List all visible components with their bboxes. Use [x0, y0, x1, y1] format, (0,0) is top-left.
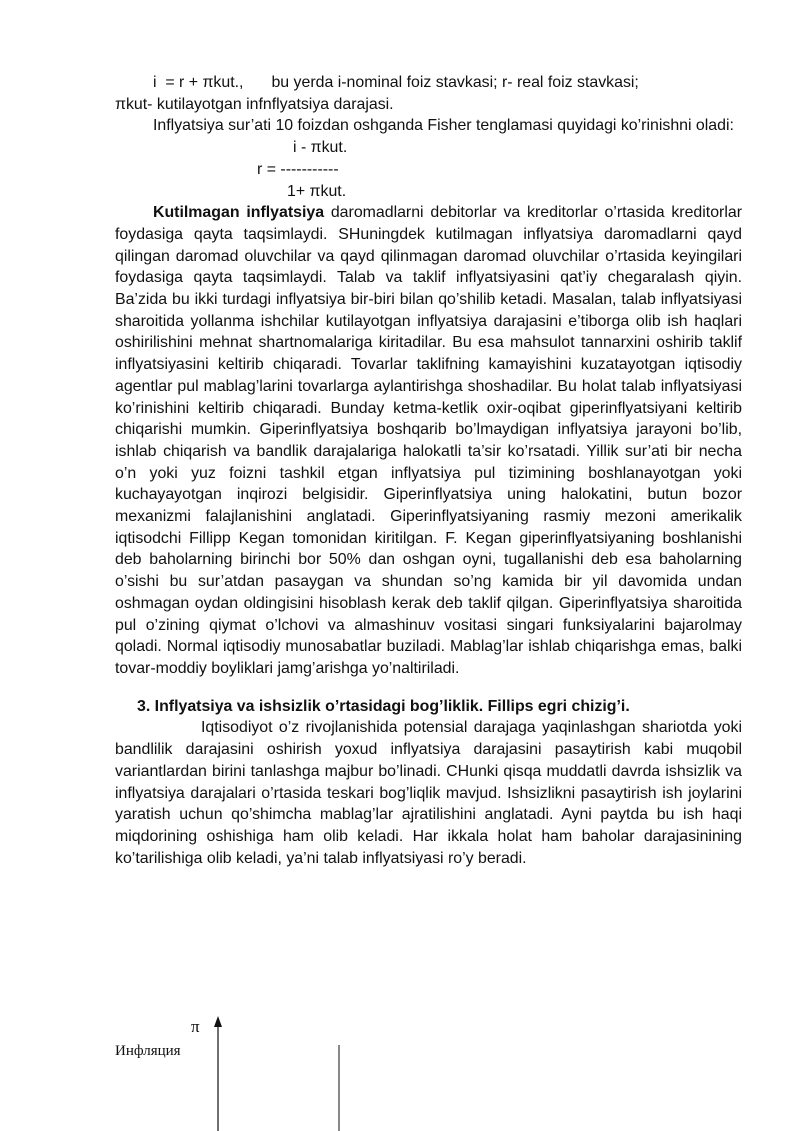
phillips-curve-chart: [0, 1013, 800, 1131]
fraction-lhs: r = -----------: [257, 160, 339, 178]
fisher-formula: i = r + πkut.,: [153, 74, 244, 91]
section-heading: 3. Inflyatsiya va ishsizlik o’rtasidagi bog’liklik. Fillips egri chizig’i.: [137, 697, 630, 715]
term-unexpected-inflation: Kutilmagan inflyatsiya: [153, 204, 325, 222]
fraction-numerator: i - πkut.: [293, 139, 348, 157]
fraction-denominator: 1+ πkut.: [287, 182, 347, 200]
fisher-formula-explanation: bu yerda i-nominal foiz stavkasi; r- real foiz stavkasi;: [271, 74, 639, 91]
y-axis-arrow-icon: [214, 1016, 222, 1027]
fisher-formula-explanation-cont: πkut- kutilayotgan infnflyatsiya darajasi.: [115, 95, 394, 113]
axis-pi-symbol: π: [191, 1017, 200, 1036]
paragraph-unexpected-inflation: [115, 202, 742, 679]
paragraph-fisher-high-inflation: Inflyatsiya sur’ati 10 foizdan oshganda Fisher tenglamasi quyidagi ko’rinishni oladi:: [153, 117, 734, 135]
document-page: [115, 72, 742, 869]
paragraph-unexpected-inflation-text: daromadlarni debitorlar va kreditorlar o’rtasida kreditorlar foydasiga qayta taqsimlaydi. SHuningdek kutilmagan inflyatsiya daromadlarni qayd qilingan daromad oluvchilar va qayd qilinmagan daromad oluvchilar o’rtasida keyingilari foydasiga qayta taqsimlaydi. Talab va taklif inflyatsiyasini qat’iy chegaralash qiyin. Ba’zida bu ikki turdagi inflyatsiya bir-biri bilan qo’shilib ketadi. Masalan, talab inflyatsiyasi sharoitida yollanma ishchilar kutilayotgan inflyatsiya darajasini e’tiborga olib ish haqlari oshirilishini mehnat shartnomalariga kiritadilar. Bu esa mahsulot tannarxini oshirib taklif inflyatsiyasini keltirib chiqaradi. Tovarlar taklifning kamayishini kuzatayotgan iqtisodiy agentlar pul mablag’larini tovarlarga aylantirishga shoshadilar. Bu holat talab inflyatsiyasi ko’rinishini keltirib chiqaradi. Bunday ketma-ketlik oxir-oqibat giperinflyatsiyani keltirib chiqarishi mumkin. Giperinflyatsiya boshqarib bo’lmaydigan inflyatsiya jarayoni bo’lib, ishlab chiqarish va bandlik darajalariga halokatli ta’sir ko’rsatadi. Yillik sur’ati bir necha o’n yoki yuz foizni tashkil etgan inflyatsiya pul tizimining boshlanayotgan yoki kuchayayotgan inqirozi belgisidir. Giperinflyatsiya uning halokatini, butun bozor mexanizmi falajlanishini anglatadi. Giperinflyatsiyaning rasmiy mezoni amerikalik iqtisodchi Fillipp Kegan tomonidan kiritilgan. F. Kegan giperinflyatsiyaning boshlanishi deb baholarning birinchi bor 50% dan oshgan oyni, tugallanishi deb esa baholarning o’sishi bu sur’atdan pasaygan va shundan so’ng kamida bir yil davomida undan oshmagan oydan oldingisini hisoblash kerak deb taklif qilgan. Giperinflyatsiya sharoitida pul o’zining qiymat o’lchovi va almashinuv vositasi singari funksiyalarini bajarolmay qoladi. Normal iqtisodiy munosabatlar buziladi. Mablag’lar ishlab chiqarishga emas, balki tovar-moddiy boyliklari jamg’arishga yo’naltiriladi.: [115, 204, 742, 677]
paragraph-phillips: Iqtisodiyot o’z rivojlanishida potensial darajaga yaqinlashgan shariotda yoki bandlilik darajasini oshirish yoxud inflyatsiya darajasini pasaytirish kabi muqobil variantlardan birini tanlashga majbur bo’linadi. CHunki qisqa muddatli davrda ishsizlik va inflyatsiya darajalari o’rtasida teskari bog’liqlik mavjud. Ishsizlikni pasaytirish ish joylarini yaratish uchun qo’shimcha mablag’lar ajratilishini anglatadi. Ayni paytda bu ish haqi miqdorining oshishiga ham olib keladi. Har ikkala holat ham baholar darajasinining ko’tarilishiga olib keladi, ya’ni talab inflyatsiyasi ro’y beradi.: [115, 719, 742, 867]
y-axis-label: Инфляция: [115, 1043, 181, 1059]
fisher-formula-line: [115, 72, 742, 94]
